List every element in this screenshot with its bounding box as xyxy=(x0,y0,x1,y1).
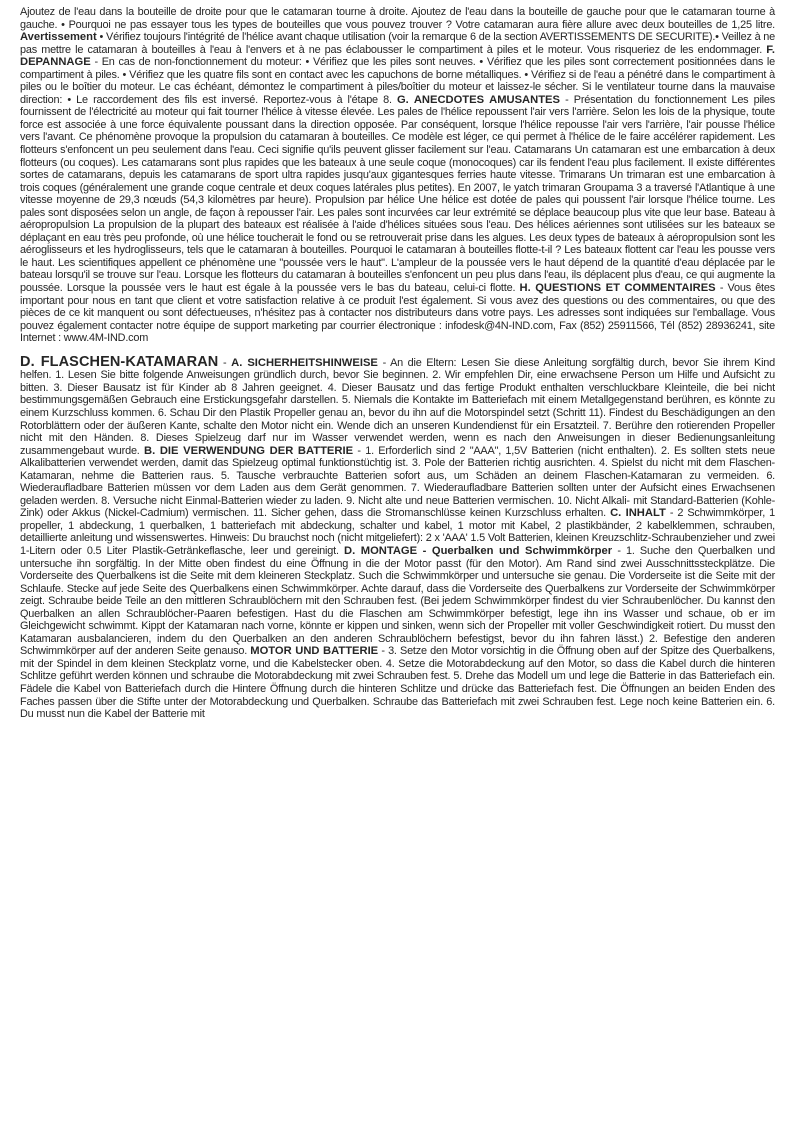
section-heading: MOTOR UND BATTERIE xyxy=(250,645,379,658)
section-heading: Avertissement xyxy=(20,31,97,44)
body-text: - 3. Setze den Motor vorsichtig in die Öffnung oben auf der Spitze des Querbalkens, mit der Spindel in dem kleinen Steckplatz vorne, und die Kabelstecker oben. 4. Setze die Motorabdeckung auf den Motor, so dass die Kabel durch die hinteren Schlitze geführt werden können und schraube die Motorabdeckung mit zwei Schrauben fest. 5. Drehe das Modell um und lege die Batterie in das Batteriefach ein. Fädele die Kabel von Batteriefach durch die Hintere Öffnung durch die hinteren Schlitze und drücke das Batteriefach fest. Die Öffnungen an beiden Enden des Faches passen über die Stifte unter der Motorabdeckung und Querbalken. Schraube das Batteriefach mit zwei Schrauben fest. Lege noch keine Batterien ein. 6. Du musst nun die Kabel der Batterie mit xyxy=(20,645,775,721)
french-instructions xyxy=(20,6,775,345)
section-heading: C. INHALT xyxy=(610,507,666,520)
body-text: • Vérifiez toujours l'intégrité de l'hélice avant chaque utilisation (voir la remarque 6 de la section AVERTISSEMENTS DE SECURITE).• Veillez à ne pas mettre le catamaran à bouteilles à l'eau à l'envers et à ne pas éclabousser le compartiment à piles et le moteur. Vous risqueriez de les endommager. xyxy=(20,31,775,56)
body-text: - 2 Schwimmkörper, 1 propeller, 1 abdeckung, 1 querbalken, 1 batteriefach mit abdeckung, schalter und kabel, 1 motor mit Kabel, 2 plastikbänder, 2 kabelklemmen, schrauben, detaillierte anleitung und wissenswertes. Hinweis: Du brauchst noch (nicht mitgeliefert): 2 x 'AAA' 1.5 Volt Batterien, kleinen Kreuzschlitz-Schraubenzieher und zwei 1-Litern oder 0.5 Liter Plastik-Getränkeflasche, leer und gereinigt. xyxy=(20,507,775,557)
section-heading: D. MONTAGE - Querbalken und Schwimmkörper xyxy=(344,544,613,557)
section-heading: B. DIE VERWENDUNG DER BATTERIE xyxy=(144,444,354,457)
section-heading: F. DEPANNAGE xyxy=(20,43,775,69)
german-instructions xyxy=(20,353,776,721)
body-text: - En cas de non-fonctionnement du moteur: • Vérifiez que les piles sont neuves. • Vérifiez que les piles sont correctement positionnées dans le compartiment à piles. • Vérifiez que les quatre fils sont en contact avec les capuchons de borne métalliques. • Vérifiez si de l'eau a pénétré dans le compartiment à piles ou le boîtier du moteur. Le cas échéant, démontez le compartiment à piles/boîtier du moteur et laissez-le sécher. Si le ventilateur tourne dans la mauvaise direction: • Le raccordement des fils est inversé. Reportez-vous à l'étape 8. xyxy=(20,56,775,106)
section-heading: D. FLASCHEN-KATAMARAN xyxy=(20,353,219,370)
body-text: - Présentation du fonctionnement Les piles fournissent de l'électricité au moteur qui fait tourner l'hélice à vitesse élevée. Les pales de l'hélice repoussent l'air vers l'arrière. Selon les lois de la physique, toute force est associée à une force équivalente poussant dans la direction opposée. Par conséquent, lorsque l'hélice repousse l'air vers l'arrière, l'air pousse l'hélice vers l'avant. Ce phénomène provoque la propulsion du catamaran à bouteilles. Ce modèle est léger, ce qui permet à l'hélice de le faire accélérer rapidement. Les flotteurs s'enfoncent un peu seulement dans l'eau. Ceci signifie qu'ils peuvent glisser facilement sur l'eau. Catamarans Un catamaran est une embarcation à deux flotteurs (ou coques). Les catamarans sont plus rapides que les bateaux à une seule coque (monocoques) car ils fendent l'eau plus facilement. Il existe différentes sortes de catamarans, depuis les catamarans de sport ultra rapides jusqu'aux gigantesques ferries haute vitesse. Trimarans Un trimaran est une embarcation à trois coques (généralement une grande coque centrale et deux coques latérales plus petites). En 2007, le yatch trimaran Groupama 3 a traversé l'Atlantique à une vitesse moyenne de 29,3 nœuds (54,3 kilomètres par heure). Propulsion par hélice Une hélice est dotée de pales qui poussent l'air lorsque l'hélice tourne. Les pales sont disposées selon un angle, de façon à repousser l'air. Les pales sont incurvées car leur extrémité se déplace beaucoup plus vite que leur base. Bateau à aéropropulsion La propulsion de la plupart des bateaux est réalisée à l'aide d'hélices situées sous l'eau. Des hélices aériennes sont utilisées sur les bateaux se déplaçant en eau très peu profonde, où une hélice toucherait le fond ou se retrouverait prise dans les algues. Les deux types de bateaux à aéropropulsion sont les aéroglisseurs et les hydroglisseurs, tels que le catamaran à bouteilles. Pourquoi le catamaran à bouteilles flotte-t-il ? Les bateaux flottent car l'eau les pousse vers le haut. Les scientifiques appellent ce phénomène une "poussée vers le haut". L'ampleur de la poussée vers le haut dépend de la quantité d'eau déplacée par le bateau lorsqu'il se trouve sur l'eau. Lorsque les flotteurs du catamaran à bouteilles s'enfoncent un peu plus dans l'eau, ils déplacent plus d'eau, ce qui augmente la poussée. Lorsque la poussée vers le haut est égale à la poussée vers le bas du bateau, celui-ci flotte. xyxy=(20,93,776,295)
section-heading: A. SICHERHEITSHINWEISE xyxy=(231,356,378,369)
body-text: - xyxy=(218,356,232,369)
section-heading: G. ANECDOTES AMUSANTES xyxy=(396,93,560,106)
body-text: Ajoutez de l'eau dans la bouteille de droite pour que le catamaran tourne à droite. Ajoutez de l'eau dans la bouteille de gauche pour que le catamaran tourne à gauche. • Pourquoi ne pas essayer tous les types de bouteilles que vous pouvez trouver ? Votre catamaran aura fière allure avec deux bouteilles de 1,25 litre. xyxy=(20,6,775,31)
body-text: - 1. Erforderlich sind 2 "AAA", 1,5V Batterien (nicht enthalten). 2. Es sollten stets neue Alkalibatterien verwendet werden, damit das Spielzeug optimal funktionstüchtig ist. 3. Pole der Batterien richtig ausrichten. 4. Spielst du nicht mit dem Flaschen-Katamaran, nehme die Batterien raus. 5. Tausche verbrauchte Batterien sofort aus, um Schäden an deinem Flaschen-Katamaran zu vermeiden. 6. Wiederaufladbare Batterien müssen vor dem Laden aus dem Gerät genommen. 7. Wiederaufladbare Batterien sollten unter der Aufsicht eines Erwachsenen geladen werden. 8. Versuche nicht Einmal-Batterien wieder zu laden. 9. Nicht alte und neue Batterien vermischen. 10. Nicht Alkali- mit Standard-Batterien (Kohle-Zink) oder Akkus (Nickel-Cadmium) vermischen. 11. Sicher gehen, dass die Stromanschlüsse keinen Kurzschluss erhalten. xyxy=(20,444,775,520)
body-text: - An die Eltern: Lesen Sie diese Anleitung sorgfältig durch, bevor Sie ihrem Kind helfen. 1. Lesen Sie bitte folgende Anweisungen gründlich durch, bevor Sie beginnen. 2. Wir empfehlen Dir, eine erwachsene Person um Hilfe und Aufsicht zu bitten. 3. Dieser Bausatz ist für Kinder ab 8 Jahren geeignet. 4. Dieser Bausatz und das fertige Produkt enthalten verschluckbare Kleinteile, die bei nicht bestimmungsgemäßen Gebrauch eine Erstickungsgefahr darstellen. 5. Niemals die Kontakte im Batteriefach mit einem Metallgegenstand berühren, es könnte zu einem Kurzschluss kommen. 6. Schau Dir den Plastik Propeller genau an, bevor du ihn auf die Motorspindel setzt (Schritt 11). Findest du Beschädigungen an den Rotorblättern oder der äußeren Kante, schalte den Motor nicht ein. Wende dich an unseren Kundendienst für ein Ersatzteil. 7. Berühre den rotierenden Propeller nicht mit den Händen. 8. Dieses Spielzeug darf nur im Wasser verwendet werden, wenn es nach den Anweisungen in dieser Bedienungsanleitung zusammengebaut wurde. xyxy=(20,356,776,457)
body-text: - Vous êtes important pour nous en tant que client et votre satisfaction relative à ce produit l'est également. Si vous avez des questions ou des commentaires, ou que des pièces de ce kit manquent ou sont défectueuses, n'hésitez pas à contacter nos distributeurs dans votre pays. Les adresses sont indiquées sur l'emballage. Vous pouvez également contacter notre équipe de support marketing par courrier électronique : infodesk@4N-IND.com, Fax (852) 25911566, Tél (852) 28936241, site Internet : www.4M-IND.com xyxy=(20,282,775,345)
body-text: - 1. Suche den Querbalken und untersuche ihn sorgfältig. In der Mitte oben findest du eine Öffnung in die der Motor passt (für den Motor). Am Rand sind zwei Ausschnittssteckplätze. Die Vorderseite des Querbalkens ist die Seite mit dem kleineren Steckplatz. Such die Schwimmkörper und untersuche sie genau. Die Vorderseite ist die Seite mit der Schlaufe. Stecke auf jede Seite des Querbalkens einen Schwimmkörper. Achte darauf, dass die Vorderseite des Querbalkens zur Vorderseite der Schwimmkörper zeigt. Schraube beide Teile an den mittleren Schraublöchern mit den Schrauben fest. (Bei jedem Schwimmkörper findest du vier Schraubenlöcher. Du kannst den Querbalken an allen Schraublöcher-Paaren befestigen. Hast du die Flaschen am Schwimmkörper befestigt, lege ihn ins Wasser und schaue, ob er im Gleichgewicht schwimmt. Kippt der Katamaran nach vorne, könnte er kippen und sinken, wenn sich der Propeller mit voller Geschwindigkeit rotiert. Du musst den Katamaran ausbalancieren, indem du den Querbalken an den anderen Schraublöchern befestigst, bevor du ihn fahren lässt.) 2. Befestige den anderen Schwimmkörper auf der anderen Seite genauso. xyxy=(20,544,776,658)
section-heading: H. QUESTIONS ET COMMENTAIRES xyxy=(519,282,716,295)
